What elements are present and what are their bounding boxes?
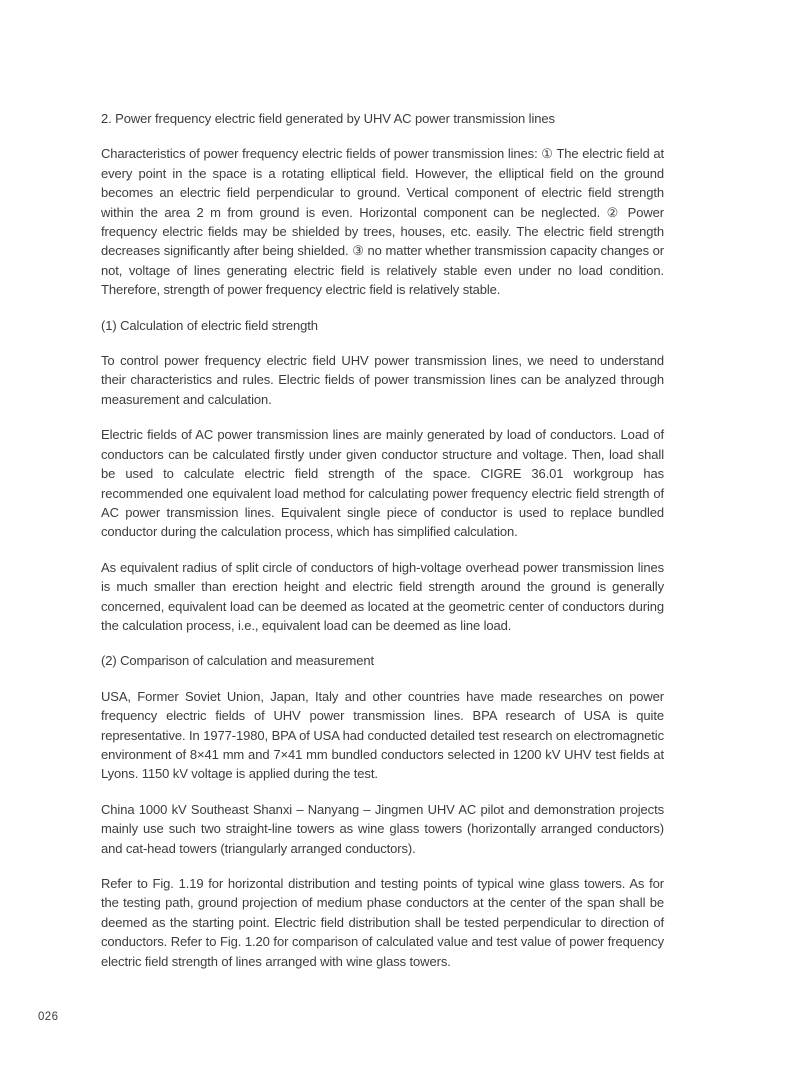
paragraph-testing-figures: Refer to Fig. 1.19 for horizontal distribution and testing points of typical wine glass towers. As for the testing path, ground projection of medium phase conductors at the center of the span shall be deemed as the starting point. Electric field distribution shall be tested perpendicular to direction of conductors. Refer to Fig. 1.20 for comparison of calculated value and test value of power frequency electric field strength of lines arranged with wine glass towers.	[101, 876, 664, 969]
subsection-heading-comparison: (2) Comparison of calculation and measurement	[101, 653, 374, 669]
paragraph-equivalent-radius: As equivalent radius of split circle of conductors of high-voltage overhead power transmission lines is much smaller than erection height and electric field strength around the ground is generally concerned, equivalent load can be deemed as located at the geometric center of conductors during the calculation process, i.e., equivalent load can be deemed as line load.	[101, 559, 664, 633]
section-heading: 2. Power frequency electric field generated by UHV AC power transmission lines	[101, 111, 555, 126]
paragraph-equivalent-load-method: Electric fields of AC power transmission lines are mainly generated by load of conductors. Load of conductors can be calculated firstly under given conductor structure and voltage. Then, load shall be used to calculate electric field strength of the space. CIGRE 36.01 workgroup has recommended one equivalent load method for calculating power frequency electric field strength of AC power transmission lines. Equivalent single piece of conductor is used to replace bundled conductor during the calculation process, which has simplified calculation.	[101, 427, 664, 540]
page-content	[101, 109, 664, 987]
paragraph-field-characteristics: Characteristics of power frequency electric fields of power transmission lines: ① The electric field at every point in the space is a rotating elliptical field. However, the elliptical field on the ground becomes an electric field perpendicular to ground. Vertical component of electric field strength within the area 2 m from ground is even. Horizontal component can be neglected. ② Power frequency electric fields may be shielded by trees, houses, etc. easily. The electric field strength decreases significantly after being shielded. ③ no matter whether transmission capacity changes or not, voltage of lines generating electric field is relatively stable even under no load condition. Therefore, strength of power frequency electric field is relatively stable.	[101, 146, 664, 298]
page-number: 026	[38, 1011, 59, 1023]
paragraph-bpa-research: USA, Former Soviet Union, Japan, Italy and other countries have made researches on power frequency electric fields of UHV power transmission lines. BPA research of USA is quite representative. In 1977-1980, BPA of USA had conducted detailed test research on electromagnetic environment of 8×41 mm and 7×41 mm bundled conductors selected in 1200 kV UHV test fields at Lyons. 1150 kV voltage is applied during the test.	[101, 688, 664, 782]
paragraph-control-field: To control power frequency electric field UHV power transmission lines, we need to understand their characteristics and rules. Electric fields of power transmission lines can be analyzed through measurement and calculation.	[101, 353, 664, 407]
paragraph-china-projects: China 1000 kV Southeast Shanxi – Nanyang – Jingmen UHV AC pilot and demonstration projects mainly use such two straight-line towers as wine glass towers (horizontally arranged conductors) and cat-head towers (triangularly arranged conductors).	[101, 801, 664, 856]
subsection-heading-calculation: (1) Calculation of electric field strength	[101, 317, 318, 333]
